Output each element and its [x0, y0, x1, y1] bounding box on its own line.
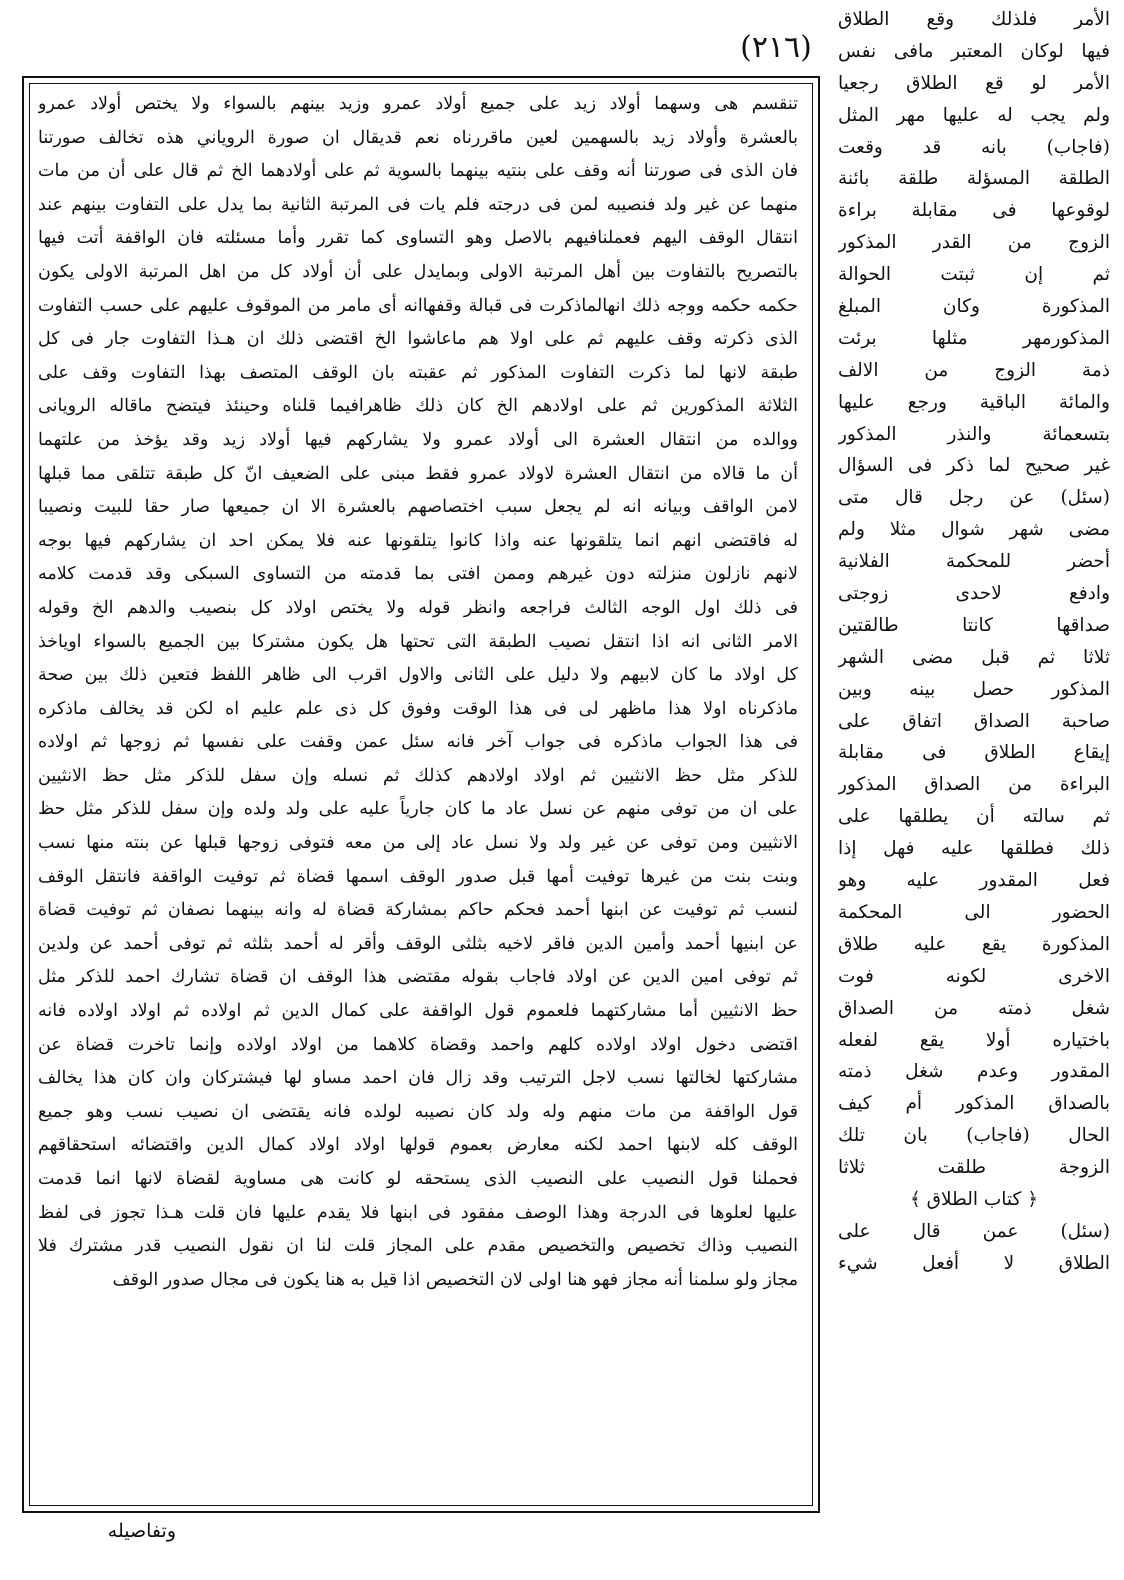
margin-line: المذكورمهر مثلها برئت [838, 327, 1110, 349]
margin-line: الزوجة طلقت ثلاثا [838, 1157, 1110, 1179]
main-text-line: له فاقتضى انهم انما يتلقونها عنه واذا كانوا يتلقونها عنه فلا يمكن احد ان يشاركهم فيها بوجه [38, 530, 798, 551]
margin-line: مضى شهر شوال مثلا ولم [838, 519, 1110, 541]
main-text-line: مشاركتها لخالتها نسب لاجل الترتيب وقد زال فان احمد مساو لها فيشتركان وان كان هذا يخالف [38, 1068, 798, 1089]
main-text-line: عليها لعلوها فى الدرجة وهذا الوصف مفقود فى ابنها فلا يقدم عليها فان قلت هـذا تجوز فى لفظ [38, 1202, 798, 1223]
margin-line: والمائة الباقية ورجع عليها [838, 391, 1110, 413]
margin-commentary [838, 4, 1110, 1280]
chapter-heading: ﴿ كتاب الطلاق ﴾ [909, 1188, 1039, 1210]
main-text-line: الوقف كله لابنها احمد لكنه معارض بعموم قولها اولاد اولاد كمال الدين واقتضائه استحقاقهم [38, 1135, 798, 1156]
margin-line: بالصداق المذكور أم كيف [838, 1093, 1110, 1115]
margin-line: الأمر فلذلك وقع الطلاق [838, 9, 1110, 30]
main-text-line: كل اولاد ما كان لابيهم ولا دليل على الثانى والاول اقرب الى ظاهر اللفظ فتعين ذلك بين صحة [38, 665, 798, 686]
main-text-line: لانهم نازلون منزلته دون غيرهم وممن افتى بما قدمته من التساوى السبكى وقد قدمت كلامه [38, 564, 798, 585]
margin-line: (سئل) عمن قال على [838, 1220, 1110, 1242]
margin-line: الطلقة المسؤلة طلقة بائنة [838, 168, 1110, 190]
main-text-frame [22, 76, 820, 1513]
margin-line: ثلاثا ثم قبل مضى الشهر [838, 646, 1110, 668]
margin-line: المذكورة يقع عليه طلاق [838, 933, 1110, 955]
main-text-line: مجاز ولو سلمنا أنه مجاز فهو هنا اولى لان التخصيص اذا قيل به هنا يكون فى مجال صدور الوقف [112, 1269, 798, 1290]
main-text-line: حكمه حكمه ووجه ذلك انهالماذكرت فى قبالة وقفهاانه أى مامر من الموقوف عليهم على حسب التفاوت [38, 295, 798, 316]
main-text-line: فحملنا قول النصيب على النصيب الذى يستحقه لو كانت هى مساوية لقضاة لانها انما قدمت [38, 1169, 798, 1189]
main-text-line: اقتضى دخول اولاد اولاده كلهم واحمد وقضاة كلاهما من اولاد اولاده وإنما تاخرت قضاة عن [38, 1034, 798, 1055]
main-text-line: على ان من توفى منهم عن نسل عاد ما كان جارياً عليه على ولد ولده وإن سفل للذكر مثل حظ [38, 799, 798, 820]
main-text-body [38, 88, 798, 1297]
main-text-line: الامر الثانى انه اذا انتقل نصيب الطبقة التى تحتها هل يكون مشتركا بين الجميع بالسواء اوياخذ [38, 631, 798, 652]
margin-line: ولم يجب له عليها مهر المثل [838, 104, 1110, 126]
margin-line: المذكورة وكان المبلغ [838, 296, 1110, 318]
margin-line: لوقوعها فى مقابلة براءة [838, 200, 1110, 222]
margin-line: شغل ذمته من الصداق [838, 997, 1110, 1019]
margin-line: فيها لوكان المعتبر مافى نفس [838, 40, 1110, 62]
margin-line: ذمة الزوج من الالف [838, 359, 1110, 381]
main-text-line: للذكر مثل حظ الانثيين ثم اولاد اولادهم كذلك ثم نسله وإن سفل للذكر مثل حظ الانثيين [38, 765, 798, 786]
margin-line: الحضور الى المحكمة [838, 901, 1110, 923]
main-text-line: فى هذا الجواب ماذكره فى جواب آخر فانه سئل عمن وقفت على نفسها ثم زوجها ثم اولاده [38, 732, 798, 753]
main-text-line: النصيب وذاك تخصيص والتخصيص مقدم على المجاز قلت لنا ان نقول النصيب قدر مشترك فلا [38, 1236, 798, 1257]
margin-line: ثم إن ثبتت الحوالة [838, 264, 1110, 286]
main-text-line: قول الواقفة من مات منهم وله ولد كان نصيبه لولده فانه يقتضى ان نصيب نسب وهو جميع [38, 1101, 798, 1122]
margin-line: أحضر للمحكمة الفلانية [838, 551, 1110, 573]
margin-line: (سئل) عن رجل قال متى [838, 487, 1110, 509]
main-text-line: فى ذلك اول الوجه الثالث فراجعه وانظر قوله ولا يختص اولاد كل بنصيب والدهم الخ وقوله [38, 597, 798, 618]
page-number: (٢١٦) [740, 30, 812, 65]
margin-line: إيقاع الطلاق فى مقابلة [838, 742, 1110, 764]
margin-line: صداقها كانتا طالقتين [838, 614, 1110, 636]
main-text-line: حظ الانثيين أما مشاركتهما فلعموم قول الواقفة على كمال الدين ثم اولاده ثم اولاد اولاده فانه [38, 1001, 798, 1022]
margin-line: البراءة من الصداق المذكور [838, 774, 1110, 796]
margin-line: ذلك فطلقها عليه فهل إذا [838, 838, 1110, 860]
margin-line: غير صحيح لما ذكر فى السؤال [838, 455, 1110, 477]
main-text-line: الثلاثة المذكورين ثم على اولادهم الخ كان ذلك ظاهرافيما قلناه وحينئذ فيتضح ماقاله الرويانى [38, 396, 798, 417]
margin-line: الأمر لو قع الطلاق رجعيا [838, 72, 1110, 94]
main-text-line: بالتصريح بالتفاوت بين أهل المرتبة الاولى وبمايدل على أن أولاد كل من اهل المرتبة الاولى يكون [38, 261, 798, 282]
main-text-line: فان الذى فى صورتنا أنه وقف على بنتيه بينهما بالسوية ثم على أولادهما الخ ثم قال على أن من مات [38, 161, 798, 182]
margin-line: المقدور وعدم شغل ذمته [838, 1061, 1110, 1083]
main-text-line: منهما عن غير ولد فنصيبه لمن فى درجته فلم يات فى المرتبة الثانية بما يدل على التفاوت بينهم عند [38, 194, 798, 215]
main-text-line: وبنت بنت من غيرها توفيت أمها قبل صدور الوقف اسمها قضاة ثم توفيت الواقفة فانتقل الوقف [38, 866, 798, 887]
main-text-line: ماذكرناه اولا هذا ماظهر لى فى هذا الوقت وفوق كل ذى علم عليم اه لكن قد يخالف ماذكره [38, 698, 798, 719]
margin-line: وادفع لاحدى زوجتى [838, 583, 1110, 605]
main-text-line: ثم توفى امين الدين عن اولاد فاجاب بقوله مقتضى هذا الوقف ان قضاة تشارك احمد للذكر مثل [38, 967, 798, 988]
margin-line: الحال (فاجاب) بان تلك [838, 1125, 1110, 1147]
main-text-line: طبقة لانها لما ذكرت التفاوت المذكور ثم عقبته بان الوقف المتصف بهذا التفاوت وقف على [38, 362, 798, 383]
main-text-line: ووالده من انتقال العشرة الى أولاد عمرو ولا يشاركهم فيها أولاد زيد وقد يؤخذ من علتهما [38, 429, 798, 450]
main-text-line: لنسب ثم توفيت عن ابنها أحمد فحكم حاكم بمشاركة قضاة له وانه بينهما نصفان ثم توفيت قضاة [38, 900, 798, 921]
main-text-line: تنقسم هى وسهما أولاد زيد على جميع أولاد عمرو وزيد بينهم بالسواء ولا يختص أولاد عمرو [38, 94, 798, 114]
margin-line: الاخرى لكونه فوت [838, 965, 1110, 987]
margin-line: المذكور حصل بينه وبين [838, 678, 1110, 700]
margin-line: باختياره أولا يقع لفعله [838, 1029, 1110, 1051]
main-text-line: الذى ذكرته وقف عليهم ثم على اولا هم ماعاشوا الخ اقتضى ذلك ان هـذا التفاوت جار فى كل [38, 329, 798, 350]
main-text-line: انتقال الوقف اليهم فعملنافيهم بالاصل وهو التساوى كما تقرر وأما مسئلته فان الواقفة أتت فيها [38, 228, 798, 249]
margin-line: الزوج من القدر المذكور [838, 232, 1110, 254]
main-text-line: الانثيين ومن توفى عن غير ولد ولا نسل عاد إلى من معه فتوفى زوجها قبلها عن بنته منها نسب [38, 833, 798, 854]
catchword: وتفاصيله [107, 1520, 176, 1542]
main-text-line: لامن الواقف وبيانه انه لم يجعل سبب اختصاصهم بالعشرة الا ان جميعها صار حقا للبيت ونصيبا [38, 497, 798, 518]
main-text-line: أن ما قالاه من انتقال العشرة لاولاد عمرو فقط مبنى على الضعيف انّ كل طبقة تتلقى مما قبلها [38, 463, 798, 484]
margin-line: الطلاق لا أفعل شيء [838, 1252, 1110, 1274]
margin-line: فعل المقدور عليه وهو [838, 870, 1110, 892]
main-text-line: عن ابنيها أحمد وأمين الدين فاقر لاخيه بثلثى الوقف وأقر له أحمد بثلثه ثم توفى أحمد عن ولدين [38, 933, 798, 954]
main-text-line: بالعشرة وأولاد زيد بالسهمين لعين ماقررناه نعم قديقال ان صورة الروياني هذه تخالف صورتنا [38, 127, 798, 148]
margin-line: (فاجاب) بانه قد وقعت [838, 136, 1110, 158]
margin-line: بتسعمائة والنذر المذكور [838, 423, 1110, 445]
margin-line: ثم سالته أن يطلقها على [838, 806, 1110, 828]
margin-line: صاحبة الصداق اتفاق على [838, 710, 1110, 732]
